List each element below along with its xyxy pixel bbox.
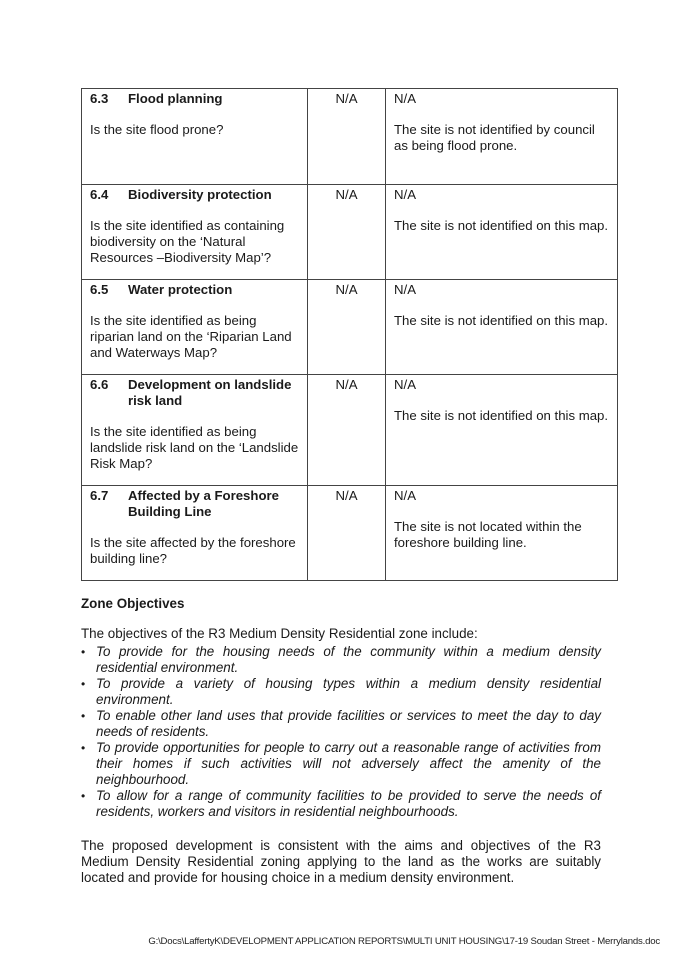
clause-number: 6.6 (90, 377, 109, 392)
table-row (82, 280, 618, 375)
clause-cell (82, 89, 308, 185)
clause-question: Is the site identified as containing biodiversity on the ‘Natural Resources –Biodiversity Map’? (90, 218, 285, 265)
comment-heading: N/A (394, 282, 416, 297)
compliance-cell: N/A (308, 486, 386, 581)
clause-cell (82, 375, 308, 486)
list-item (81, 644, 601, 676)
clause-cell (82, 185, 308, 280)
comment-cell (386, 375, 618, 486)
compliance-cell: N/A (308, 280, 386, 375)
clause-question: Is the site identified as being landslide risk land on the ‘Landslide Risk Map? (90, 424, 299, 471)
list-item (81, 788, 601, 820)
section-heading: Zone Objectives (81, 596, 185, 611)
objective-text: To enable other land uses that provide facilities or services to meet the day to day needs of residents. (96, 708, 601, 739)
clause-cell (82, 486, 308, 581)
list-item (81, 676, 601, 708)
objectives-list (81, 644, 601, 820)
comment-cell (386, 280, 618, 375)
compliance-cell: N/A (308, 375, 386, 486)
comment-cell (386, 89, 618, 185)
clause-cell (82, 280, 308, 375)
comment-heading: N/A (394, 377, 416, 392)
objective-text: To allow for a range of community facilities to be provided to serve the needs of residents, workers and visitors in residential neighbourhoods. (96, 788, 601, 819)
clause-title: Flood planning (128, 91, 223, 106)
clause-title: Biodiversity protection (128, 187, 272, 202)
clause-title: Water protection (128, 282, 233, 297)
table-row (82, 89, 618, 185)
objective-text: To provide opportunities for people to carry out a reasonable range of activities from their homes if such activities will not adversely affect the amenity of the neighbourhood. (96, 740, 601, 787)
comment-heading: N/A (394, 488, 416, 503)
comment-text: The site is not identified on this map. (394, 218, 609, 233)
objective-text: To provide for the housing needs of the community within a medium density residential environment. (96, 644, 601, 675)
zone-objectives-section (81, 596, 601, 886)
compliance-cell: N/A (308, 185, 386, 280)
section-intro: The objectives of the R3 Medium Density Residential zone include: (81, 626, 478, 641)
clause-number: 6.5 (90, 282, 109, 297)
comment-cell (386, 185, 618, 280)
list-item (81, 740, 601, 788)
assessment-table (81, 88, 618, 581)
comment-heading: N/A (394, 91, 416, 106)
list-item (81, 708, 601, 740)
bullet-icon: • (81, 709, 86, 723)
compliance-cell: N/A (308, 89, 386, 185)
bullet-icon: • (81, 741, 86, 755)
clause-title: Development on landslide risk land (128, 377, 292, 408)
table-row (82, 185, 618, 280)
bullet-icon: • (81, 645, 86, 659)
comment-text: The site is not located within the foreshore building line. (394, 519, 582, 550)
bullet-icon: • (81, 789, 86, 803)
clause-title: Affected by a Foreshore Building Line (128, 488, 279, 519)
clause-question: Is the site flood prone? (90, 122, 224, 137)
conclusion-paragraph: The proposed development is consistent with the aims and objectives of the R3 Medium Density Residential zoning applying to the land as the works are suitably located and provide for housing choice in a medium density environment. (81, 838, 601, 885)
clause-number: 6.7 (90, 488, 109, 503)
clause-question: Is the site affected by the foreshore building line? (90, 535, 296, 566)
clause-number: 6.3 (90, 91, 109, 106)
comment-heading: N/A (394, 187, 416, 202)
clause-question: Is the site identified as being riparian land on the ‘Riparian Land and Waterways Map? (90, 313, 292, 360)
table-row (82, 375, 618, 486)
bullet-icon: • (81, 677, 86, 691)
objective-text: To provide a variety of housing types within a medium density residential environment. (96, 676, 601, 707)
comment-text: The site is not identified by council as being flood prone. (394, 122, 595, 153)
comment-text: The site is not identified on this map. (394, 313, 609, 328)
comment-cell (386, 486, 618, 581)
table-row (82, 486, 618, 581)
comment-text: The site is not identified on this map. (394, 408, 609, 423)
file-path-footer: G:\Docs\LaffertyK\DEVELOPMENT APPLICATION REPORTS\MULTI UNIT HOUSING\17-19 Soudan Street - Merrylands.doc (148, 936, 660, 947)
clause-number: 6.4 (90, 187, 109, 202)
